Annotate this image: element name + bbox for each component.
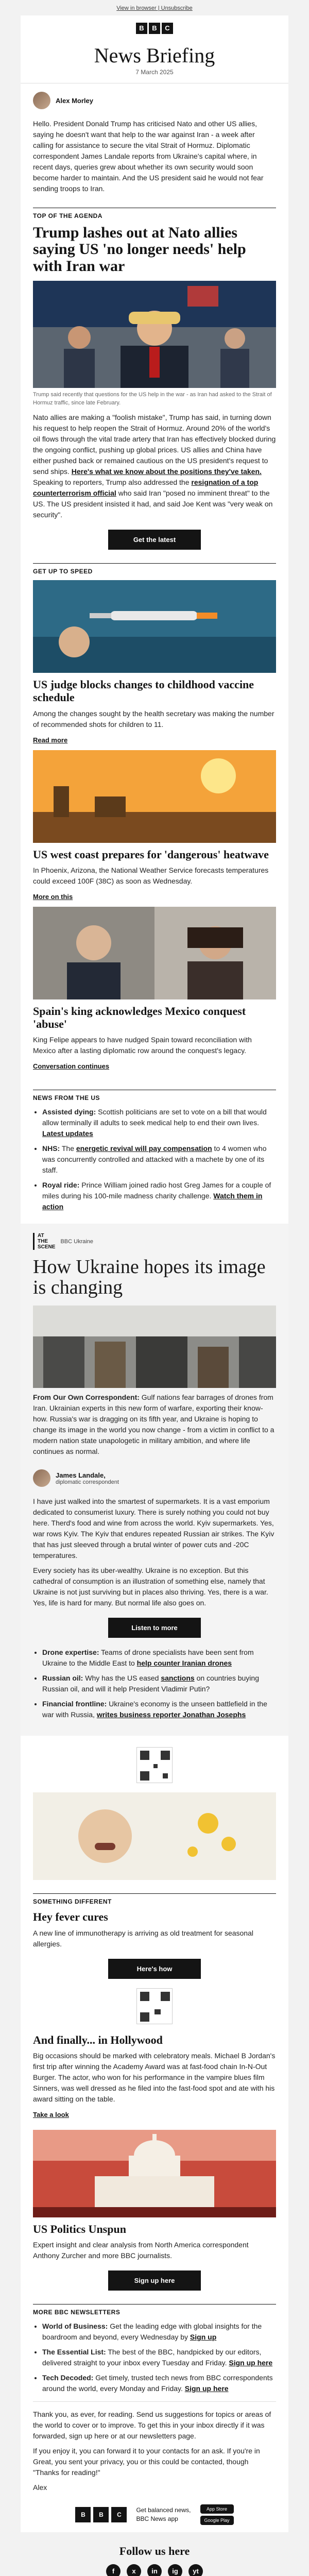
- lead-body: [33, 412, 276, 520]
- bbc-logo-letter: B: [136, 23, 147, 34]
- bbc-logo-letter: B: [75, 2507, 91, 2522]
- hollywood-title[interactable]: And finally... in Hollywood: [33, 2033, 163, 2046]
- heres-how-button[interactable]: Here's how: [108, 1959, 201, 1979]
- bbc-logo-letter: C: [162, 23, 173, 34]
- resignation-link[interactable]: resignation of a top counterterrorism official: [33, 478, 259, 497]
- app-promo-text: [136, 2506, 191, 2523]
- item-link[interactable]: Sign up: [190, 2333, 217, 2342]
- story1-body: Among the changes sought by the health secretary was making the number of recommended shots for children to 11.: [33, 709, 274, 728]
- bbc-logo-letter: B: [149, 23, 160, 34]
- item-text: Prince William joined radio host Greg James for a couple of miles during his 100-mile madness charity challenge.: [42, 1181, 271, 1200]
- item-label: Financial frontline:: [42, 1700, 107, 1708]
- positions-link[interactable]: Here's what we know about the positions they've taken.: [71, 467, 262, 476]
- story1-title[interactable]: US judge blocks changes to childhood vaccine schedule: [33, 677, 254, 704]
- intro-section: [21, 83, 288, 1212]
- at-the-scene-header: [33, 1233, 276, 1250]
- from-correspondent: [33, 1392, 276, 1457]
- app-promo[interactable]: [21, 2497, 288, 2532]
- google-play-badge[interactable]: Google Play: [200, 2516, 234, 2525]
- author-name: Alex Morley: [56, 96, 93, 105]
- lead-image-caption: Trump said recently that questions for the US help in the war - as Iran had asked to the Strait of Hormuz traffic, since late February.: [33, 392, 272, 406]
- heatwave-photo-illustration: [33, 750, 276, 843]
- item-text: Teams of drone specialists have been sent from Ukraine to the Middle East to: [42, 1648, 254, 1668]
- app-store-badge[interactable]: App Store: [200, 2504, 234, 2514]
- politics-body: Expert insight and clear analysis from North America correspondent Anthony Zurcher and more BBC journalists.: [33, 2241, 249, 2260]
- item-link[interactable]: Latest updates: [42, 1129, 93, 1138]
- view-in-browser-link[interactable]: View in browser | Unsubscribe: [116, 5, 193, 11]
- capitol-illustration: [33, 2130, 276, 2217]
- politics-image[interactable]: [33, 2130, 276, 2217]
- bbc-logo-letter: B: [93, 2507, 109, 2522]
- item-label: Russian oil:: [42, 1674, 83, 1683]
- item-label: The Essential List:: [42, 2348, 106, 2357]
- heatwave-image[interactable]: [33, 750, 276, 843]
- follow-us-heading: Follow us here: [119, 2545, 190, 2558]
- at-the-scene-box: [21, 1224, 288, 1736]
- hayfever-image[interactable]: [33, 1792, 276, 1880]
- story2-body: In Phoenix, Arizona, the National Weather Service forecasts temperatures could exceed 100F (38C) as soon as Wednesday.: [33, 866, 269, 885]
- signoff-name: Alex: [33, 2483, 47, 2492]
- badge-line: SCENE: [38, 1244, 56, 1250]
- x-icon[interactable]: x: [127, 2564, 141, 2576]
- social-icons: [33, 2564, 276, 2576]
- signoff-paragraph-2: If you enjoy it, you can forward it to your contacts for an ask. If you're in Great, you sent your privacy, you or this could be contacted, though "Thanks for reading!": [33, 2447, 260, 2477]
- item-text: The: [60, 1144, 76, 1153]
- get-latest-button[interactable]: Get the latest: [108, 530, 201, 550]
- section-label-top: TOP OF THE AGENDA: [33, 208, 276, 219]
- item-label: Assisted dying:: [42, 1108, 96, 1116]
- author-avatar: [33, 92, 50, 109]
- item-label: NHS:: [42, 1144, 60, 1153]
- app-line-2: BBC News app: [136, 2515, 178, 2523]
- item-link[interactable]: Sign up here: [229, 2359, 273, 2367]
- item-link[interactable]: energetic revival will pay compensation: [76, 1144, 212, 1153]
- newsletters-list: [42, 2321, 276, 2394]
- list-item: [42, 1699, 276, 1720]
- hollywood-body: Big occasions should be marked with celebratory meals. Michael B Jordan's first trip after winning the Academy Award was at fast-food chain In-N-Out Burger. The actor, who won for his performance in the vampire blues film Sinners, was well dressed as he filed into the fast-food spot and ate with his award sitting on the table.: [33, 2051, 276, 2103]
- newsletter-date: 7 March 2025: [21, 69, 288, 83]
- newsletter-card: [21, 15, 288, 2576]
- at-the-scene-paragraph-1: I have just walked into the smartest of supermarkets. It is a vast emporium dedicated to consumerist luxury. There is surely nothing you could not buy here. Therd's food and wine from across the world. Kyiv supermarkets. Yes, war rows Kyiv. The Kyiv that endures repeated Russian air strikes. The Kyiv that has just sleeved through a brutal winter of power cuts and -20C temperatures.: [33, 1497, 274, 1560]
- listen-button[interactable]: Listen to more: [108, 1618, 201, 1638]
- list-item: [42, 1107, 276, 1139]
- at-the-scene-title[interactable]: How Ukraine hopes its image is changing: [33, 1256, 266, 1299]
- lead-body-text-2: Speaking to reporters, Trump also addressed the: [33, 478, 190, 486]
- lead-image[interactable]: [33, 281, 276, 388]
- bbc-ukraine-brand: BBC Ukraine: [60, 1238, 94, 1245]
- spain-photo-illustration: [33, 907, 276, 999]
- youtube-icon[interactable]: yt: [188, 2564, 203, 2576]
- correspondent-role: diplomatic correspondent: [56, 1479, 119, 1485]
- item-text: Get the leading edge with global insights for the boardroom and beyond, every Wednesday by: [42, 2322, 262, 2342]
- correspondent-name: James Landale,: [56, 1471, 106, 1479]
- story3-link[interactable]: Conversation continues: [33, 1062, 110, 1071]
- hayfever-title[interactable]: Hey fever cures: [33, 1910, 108, 1924]
- item-link[interactable]: writes business reporter Jonathan Josephs: [96, 1710, 246, 1719]
- section-label-speed: GET UP TO SPEED: [33, 563, 276, 575]
- hollywood-link[interactable]: Take a look: [33, 2110, 69, 2119]
- bbc-logo[interactable]: [21, 15, 288, 38]
- list-item: [42, 1180, 276, 1212]
- linkedin-icon[interactable]: in: [147, 2564, 162, 2576]
- at-the-scene-paragraph-2: Every society has its uber-wealthy. Ukraine is no exception. But this cathedral of consumption is an illustration of something else, namely that Ukraine is not just surviving but in places also thriving. Yes, there is a war. Yes, life is hard for many. But normal life also goes on.: [33, 1566, 268, 1607]
- lead-photo-illustration: [33, 281, 276, 388]
- vaccine-image[interactable]: [33, 580, 276, 673]
- item-text: Why has the US eased: [83, 1674, 161, 1683]
- list-item: [42, 2372, 276, 2394]
- store-badges: [200, 2504, 234, 2525]
- section-label-more: MORE BBC NEWSLETTERS: [33, 2304, 276, 2316]
- footer: [21, 2532, 288, 2576]
- from-correspondent-label: From Our Own Correspondent:: [33, 1393, 140, 1402]
- ukraine-list: [42, 1647, 276, 1720]
- item-label: Tech Decoded:: [42, 2374, 94, 2382]
- hollywood-section: [21, 2033, 288, 2494]
- story2-title[interactable]: US west coast prepares for 'dangerous' heatwave: [33, 848, 269, 861]
- hayfever-illustration: [33, 1792, 276, 1880]
- badge-line: THE: [38, 1239, 48, 1245]
- author-byline: [33, 83, 276, 114]
- app-line-1: Get balanced news,: [136, 2506, 191, 2514]
- correspondent-avatar: [33, 1469, 50, 1487]
- list-item: [42, 2321, 276, 2343]
- item-text-2: on countries buying Russian oil, and will it help President Vladimir Putin?: [42, 1674, 259, 1693]
- item-link[interactable]: Watch them in action: [42, 1192, 263, 1211]
- lead-body-text: Nato allies are making a "foolish mistake", Trump has said, in turning down his request to help reopen the Strait of Hormuz. Around 20% of the world's oil flows through the vital trade artery that Iran has effectively blocked during the ongoing conflict, pushing up global prices. US allies and China have either pushed back or remained cautious on the US president's request to send ships.: [33, 413, 276, 476]
- intro-paragraph: Hello. President Donald Trump has criticised Nato and other US allies, saying he doesn't want that help to the war against Iran - a week after calling for assistance to secure the vital Strait of Hormuz. Diplomatic correspondent James Landale reports from Ukraine's capital where, in recent days, queries grew about whether its own security would soon become harder to maintain. And the US president said he would not fear sending troops to Iran.: [33, 120, 264, 193]
- item-text-2: to 4 women who was concurrently controlled and attacked with a machete by one of its staff.: [42, 1144, 267, 1175]
- ukraine-image[interactable]: [33, 1306, 276, 1388]
- item-label: Royal ride:: [42, 1181, 80, 1190]
- at-the-scene-badge: [33, 1233, 55, 1250]
- lead-headline[interactable]: Trump lashes out at Nato allies saying US 'no longer needs' help with Iran war: [33, 224, 246, 275]
- story1-link[interactable]: Read more: [33, 736, 68, 744]
- bbc-logo-letter: C: [111, 2507, 127, 2522]
- ukraine-photo-illustration: [33, 1306, 276, 1388]
- item-label: World of Business:: [42, 2322, 108, 2331]
- list-item: [42, 2347, 276, 2368]
- item-text: The best of the BBC, handpicked by our editors, delivered straight to your inbox every Tuesday and Friday.: [42, 2348, 262, 2367]
- section-label-us: NEWS FROM THE US: [33, 1090, 276, 1101]
- app-logo: [75, 2507, 127, 2522]
- something-different-section: [21, 1792, 288, 1978]
- item-link[interactable]: sanctions: [161, 1674, 195, 1683]
- view-in-browser-bar[interactable]: [0, 0, 309, 15]
- divider: [33, 2401, 276, 2402]
- sign-up-button[interactable]: Sign up here: [108, 2270, 201, 2291]
- us-news-list: [42, 1107, 276, 1212]
- instagram-icon[interactable]: ig: [168, 2564, 182, 2576]
- item-text: Ukraine's economy is the unseen battlefield in the war with Russia,: [42, 1700, 267, 1719]
- item-text: Scottish politicians are set to vote on a bill that would allow terminally ill adults to seek medical help to end their own lives.: [42, 1108, 267, 1127]
- list-item: [42, 1673, 276, 1694]
- hayfever-body: A new line of immunotherapy is arriving as old treatment for seasonal allergies.: [33, 1928, 253, 1948]
- vaccine-photo-illustration: [33, 580, 276, 673]
- story3-body: King Felipe appears to have nudged Spain toward reconciliation with Mexico after a lasting diplomatic row around the conquest's legacy.: [33, 1036, 252, 1055]
- story3-title[interactable]: Spain's king acknowledges Mexico conquest 'abuse': [33, 1004, 246, 1031]
- facebook-icon[interactable]: f: [106, 2564, 121, 2576]
- item-label: Drone expertise:: [42, 1648, 99, 1657]
- at-the-scene-intro: Gulf nations fear barrages of drones from Iran. Ukrainian experts in this new form of warfare, exporting their know-how. Russia's war is dragging on its fifth year, and Ukraine is hoping to change its image in the world you now change - from a victim in conflict to a modern nation state unapologetic in military ambition, and where life continues as normal.: [33, 1393, 274, 1456]
- sponsor-qr-icon[interactable]: [136, 1988, 173, 2024]
- spain-image[interactable]: [33, 907, 276, 999]
- list-item: [42, 1647, 276, 1669]
- sponsor-qr-icon[interactable]: [136, 1747, 173, 1783]
- signoff-paragraph-1: Thank you, as ever, for reading. Send us suggestions for topics or areas of the world to cover or to improve. To get this in your inbox directly if it was forwarded, sign up here or at our newsletters page.: [33, 2410, 271, 2441]
- story2-link[interactable]: More on this: [33, 892, 73, 901]
- correspondent-details: [56, 1471, 119, 1485]
- politics-title[interactable]: US Politics Unspun: [33, 2222, 126, 2235]
- badge-line: AT: [38, 1233, 44, 1239]
- list-item: [42, 1143, 276, 1176]
- item-link[interactable]: help counter Iranian drones: [136, 1659, 232, 1668]
- newsletter-title: News Briefing: [94, 44, 215, 67]
- section-label-different: SOMETHING DIFFERENT: [33, 1893, 276, 1905]
- lead-body-text-3: who said Iran "posed no imminent threat" to the US. The US president insisted it had, and said Joe Kent was "very weak on security".: [33, 488, 273, 519]
- item-link[interactable]: Sign up here: [184, 2384, 229, 2393]
- item-text: Get timely, trusted tech news from BBC correspondents around the world, every Monday and Friday.: [42, 2374, 273, 2393]
- correspondent-byline: [33, 1461, 276, 1492]
